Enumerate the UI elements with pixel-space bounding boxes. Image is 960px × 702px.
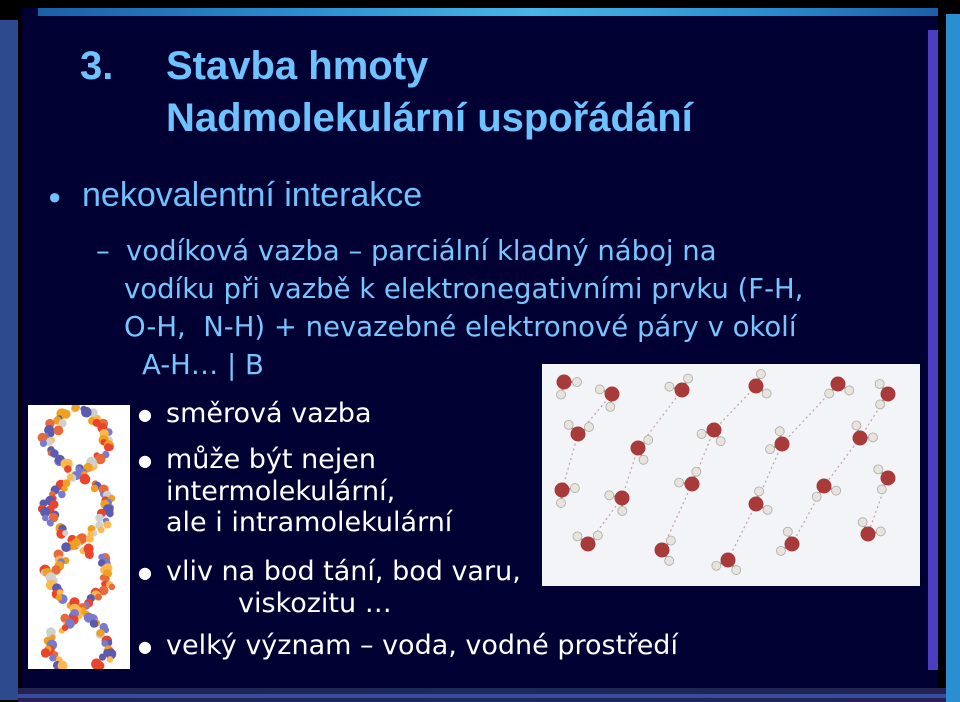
hydrogen-atom (875, 380, 884, 389)
dna-atom (58, 491, 66, 499)
hydrogen-atom (868, 433, 877, 442)
sub-bullet-text: velký význam – voda, vodné prostředí (166, 630, 678, 661)
sub-bullet-text-cont: ale i intramolekulární (166, 507, 453, 538)
dna-atom (91, 485, 99, 493)
oxygen-atom (655, 543, 670, 558)
oxygen-atom (749, 497, 764, 512)
hydrogen-atom (573, 378, 582, 387)
hydrogen-atom (775, 427, 784, 436)
oxygen-atom (831, 377, 846, 392)
dna-atom (61, 410, 70, 419)
hydrogen-atom (812, 492, 821, 501)
sub-bullet-text-cont: viskozitu … (238, 588, 392, 619)
hydrogen-bond-line (578, 394, 612, 434)
hydrogen-atom (644, 435, 653, 444)
dna-atom (70, 544, 76, 550)
hydrogen-atom (593, 531, 602, 540)
hydrogen-atom (684, 374, 693, 383)
oxygen-atom (721, 553, 736, 568)
title-number: 3. (80, 44, 114, 88)
hydrogen-atom (595, 385, 604, 394)
sub-bullet-intermolecular (138, 444, 452, 538)
sub-bullet-text: může být nejen (166, 444, 377, 475)
dna-atom (95, 594, 102, 601)
oxygen-atom (881, 471, 896, 486)
hydrogen-atom (766, 445, 775, 454)
bullet-nekovalentni (48, 176, 422, 215)
hydrogen-atom (732, 566, 741, 575)
oxygen-atom (631, 441, 646, 456)
hydrogen-atom (697, 429, 706, 438)
hydrogen-atom (876, 400, 885, 409)
oxygen-atom (861, 527, 876, 542)
oxygen-atom (817, 479, 832, 494)
hydrogen-atom (877, 485, 886, 494)
hydrogen-atom (832, 486, 841, 495)
hydrogen-atom (776, 546, 785, 555)
dna-atom (67, 474, 73, 480)
hydrogen-bond-line (728, 504, 756, 560)
oxygen-atom (775, 437, 790, 452)
dna-atom (106, 510, 113, 517)
para-line2: vodíku při vazbě k elektronegativními prvku (F-H, (124, 273, 804, 305)
title-line2: Nadmolekulární uspořádání (166, 96, 693, 140)
para-term: vodíková vazba (126, 235, 340, 267)
oxygen-atom (581, 537, 596, 552)
dna-atom (90, 619, 98, 627)
para-line3: O-H, N-H) + nevazebné elektronové páry v okolí (124, 311, 797, 343)
hydrogen-atom (874, 465, 883, 474)
water-network-svg (542, 364, 920, 586)
frame-right-inner (928, 30, 938, 670)
title-line1: Stavba hmoty (166, 44, 429, 88)
hydrogen-atom (876, 527, 885, 536)
frame-left (0, 0, 22, 702)
dna-atom (107, 656, 114, 663)
hydrogen-atom (606, 402, 615, 411)
hydrogen-atom (618, 506, 627, 515)
bullet-dot: ● (48, 184, 62, 210)
bullet-dot: ● (138, 637, 152, 656)
oxygen-atom (675, 383, 690, 398)
dna-atom (104, 443, 112, 451)
dna-atom (85, 550, 94, 559)
hydrogen-atom (665, 556, 674, 565)
dna-atom (46, 439, 53, 446)
oxygen-atom (571, 427, 586, 442)
hydrogen-atom (665, 382, 674, 391)
hydrogen-atom (605, 491, 614, 500)
frame-right-bar (946, 14, 960, 702)
dna-atom (61, 542, 71, 552)
dna-atom (104, 521, 112, 529)
bullet-text: nekovalentní interakce (82, 176, 423, 214)
hydrogen-atom (783, 527, 792, 536)
hydrogen-atom (639, 455, 648, 464)
oxygen-atom (557, 375, 572, 390)
dna-atom (49, 654, 56, 661)
hydrogen-atom (852, 421, 861, 430)
oxygen-atom (685, 477, 700, 492)
hydrogen-atom (557, 390, 566, 399)
oxygen-atom (853, 431, 868, 446)
sub-bullet-smerova (138, 398, 372, 430)
hydrogen-atom (845, 386, 854, 395)
dna-atom (80, 474, 88, 482)
hydrogen-atom (570, 484, 579, 493)
sub-bullet-text: směrová vazba (166, 398, 372, 429)
hydrogen-bond-line (562, 434, 578, 490)
dna-helix-image (28, 405, 130, 669)
hydrogen-bond-paragraph (96, 232, 896, 384)
dash-marker: – (96, 235, 110, 267)
slide-title (80, 40, 693, 144)
dna-atom (109, 584, 115, 590)
hydrogen-atom (755, 487, 764, 496)
dna-atom (40, 440, 47, 447)
hydrogen-atom (692, 467, 701, 476)
sub-bullet-voda (138, 630, 678, 662)
hydrogen-atom (556, 498, 565, 507)
hydrogen-bond-line (588, 498, 622, 544)
hydrogen-atom (675, 478, 684, 487)
dna-atom (56, 594, 63, 601)
em-dash: – (339, 235, 371, 267)
para-line4: A-H… | B (142, 349, 264, 381)
hydrogen-atom (573, 532, 582, 541)
dna-atom (54, 426, 64, 436)
hydrogen-atom (564, 420, 573, 429)
dna-atom (95, 514, 103, 522)
dna-helix-svg (28, 405, 130, 669)
sub-bullet-vliv (138, 556, 521, 619)
oxygen-atom (707, 423, 722, 438)
para-text: parciální kladný náboj na (370, 235, 717, 267)
dna-atom (86, 535, 94, 543)
oxygen-atom (615, 491, 630, 506)
hydrogen-atom (666, 536, 675, 545)
bullet-dot: ● (138, 451, 152, 470)
bullet-dot: ● (138, 563, 152, 582)
dna-atom (41, 648, 50, 657)
hydrogen-atom (756, 369, 765, 378)
hydrogen-atom (858, 518, 867, 527)
hydrogen-atom (825, 389, 834, 398)
dna-atom (48, 431, 54, 437)
hydrogen-atom (763, 505, 772, 514)
hydrogen-atom (584, 423, 593, 432)
hydrogen-atom (762, 389, 771, 398)
sub-bullet-text: vliv na bod tání, bod varu, (166, 556, 521, 587)
oxygen-atom (605, 387, 620, 402)
water-network-image (542, 364, 920, 586)
dna-atom (81, 407, 92, 418)
frame-top (0, 0, 960, 8)
frame-bottom (18, 688, 946, 702)
dna-atom (62, 530, 68, 536)
hydrogen-bond-line (622, 448, 638, 498)
hydrogen-atom (712, 561, 721, 570)
dna-atom (96, 629, 104, 637)
hydrogen-bond-line (824, 438, 860, 486)
dna-atom (99, 654, 106, 661)
oxygen-atom (785, 537, 800, 552)
para-line1 (96, 232, 896, 270)
hydrogen-atom (716, 437, 725, 446)
dna-atom (47, 520, 54, 527)
oxygen-atom (881, 387, 896, 402)
dna-atom (98, 526, 105, 533)
bullet-dot: ● (138, 405, 152, 424)
hydrogen-bond-line (714, 386, 756, 430)
dna-atom (64, 465, 72, 473)
oxygen-atom (749, 379, 764, 394)
dna-atom (62, 624, 69, 631)
sub-bullet-text-cont: intermolekulární, (166, 476, 396, 507)
oxygen-atom (555, 483, 570, 498)
